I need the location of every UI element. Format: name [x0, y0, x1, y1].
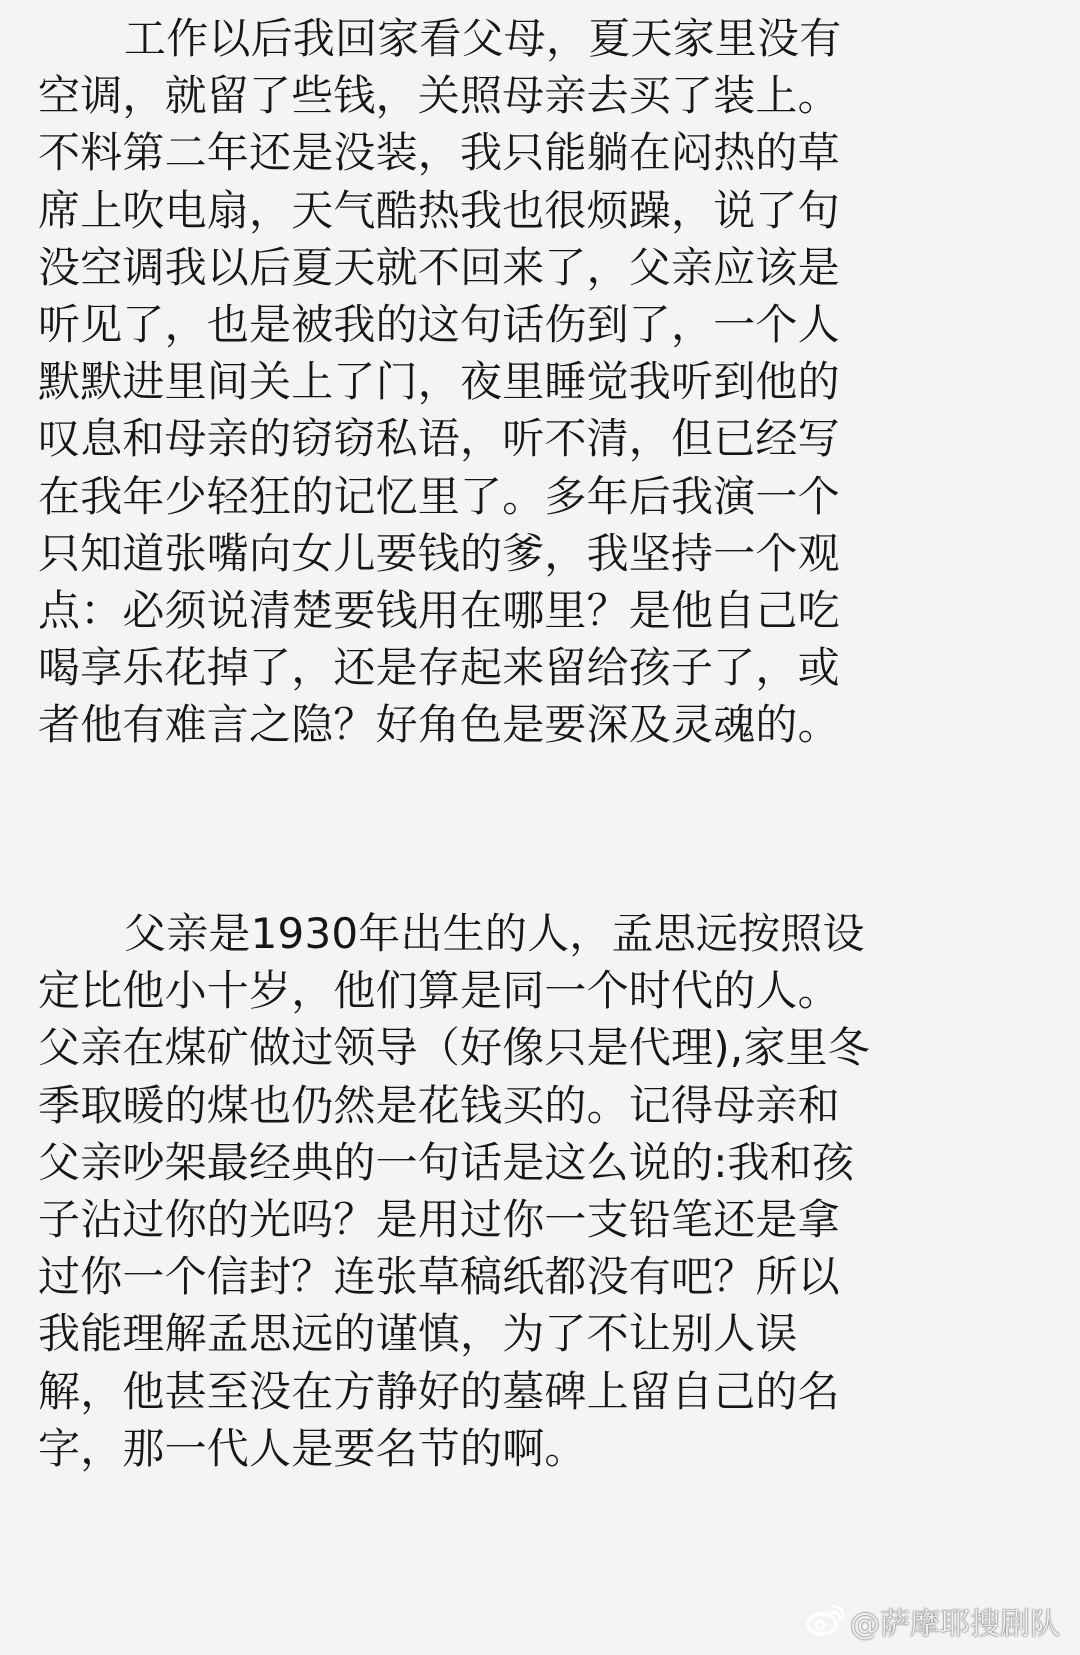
text-line: 只知道张嘴向女儿要钱的爹，我坚持一个观: [38, 528, 840, 578]
text-line: 点：必须说清楚要钱用在哪里？是他自己吃: [38, 585, 840, 635]
text-line: 我能理解孟思远的谨慎，为了不让别人误: [38, 1309, 798, 1359]
text-line: 子沾过你的光吗？是用过你一支铅笔还是拿: [38, 1194, 840, 1244]
text-line: 季取暖的煤也仍然是花钱买的。记得母亲和: [38, 1080, 840, 1130]
text-line: 字，那一代人是要名节的啊。: [38, 1423, 587, 1473]
text-line: 不料第二年还是没装，我只能躺在闷热的草: [38, 128, 840, 178]
text-line: 父亲吵架最经典的一句话是这么说的:我和孩: [38, 1137, 855, 1187]
watermark-text: @萨摩耶搜剧队: [850, 1607, 1060, 1642]
weibo-icon: [804, 1604, 844, 1638]
text-line: 定比他小十岁，他们算是同一个时代的人。: [38, 966, 840, 1016]
text-line: 父亲是1930年出生的人，孟思远按照设: [124, 909, 865, 958]
paragraph-1: [38, 10, 988, 753]
text-line: 过你一个信封？连张草稿纸都没有吧？所以: [38, 1252, 840, 1302]
text-line: 席上吹电扇，天气酷热我也很烦躁，说了句: [38, 185, 840, 235]
text-line: 在我年少轻狂的记忆里了。多年后我演一个: [38, 471, 840, 521]
text-line: 听见了，也是被我的这句话伤到了，一个人: [38, 299, 840, 349]
text-line: 空调，就留了些钱，关照母亲去买了装上。: [38, 71, 840, 121]
weibo-watermark: [804, 1601, 1060, 1641]
text-line: 工作以后我回家看父母，夏天家里没有: [124, 14, 842, 63]
text-line: 没空调我以后夏天就不回来了，父亲应该是: [38, 242, 840, 292]
text-line: 默默进里间关上了门，夜里睡觉我听到他的: [38, 357, 840, 407]
text-line: 喝享乐花掉了，还是存起来留给孩子了，或: [38, 643, 840, 693]
text-line: 者他有难言之隐？好角色是要深及灵魂的。: [38, 700, 840, 750]
paragraph-2: [38, 905, 988, 1477]
text-line: 父亲在煤矿做过领导（好像只是代理),家里冬: [38, 1023, 870, 1073]
text-line: 叹息和母亲的窃窃私语，听不清，但已经写: [38, 414, 840, 464]
text-line: 解，他甚至没在方静好的墓碑上留自己的名: [38, 1366, 840, 1416]
